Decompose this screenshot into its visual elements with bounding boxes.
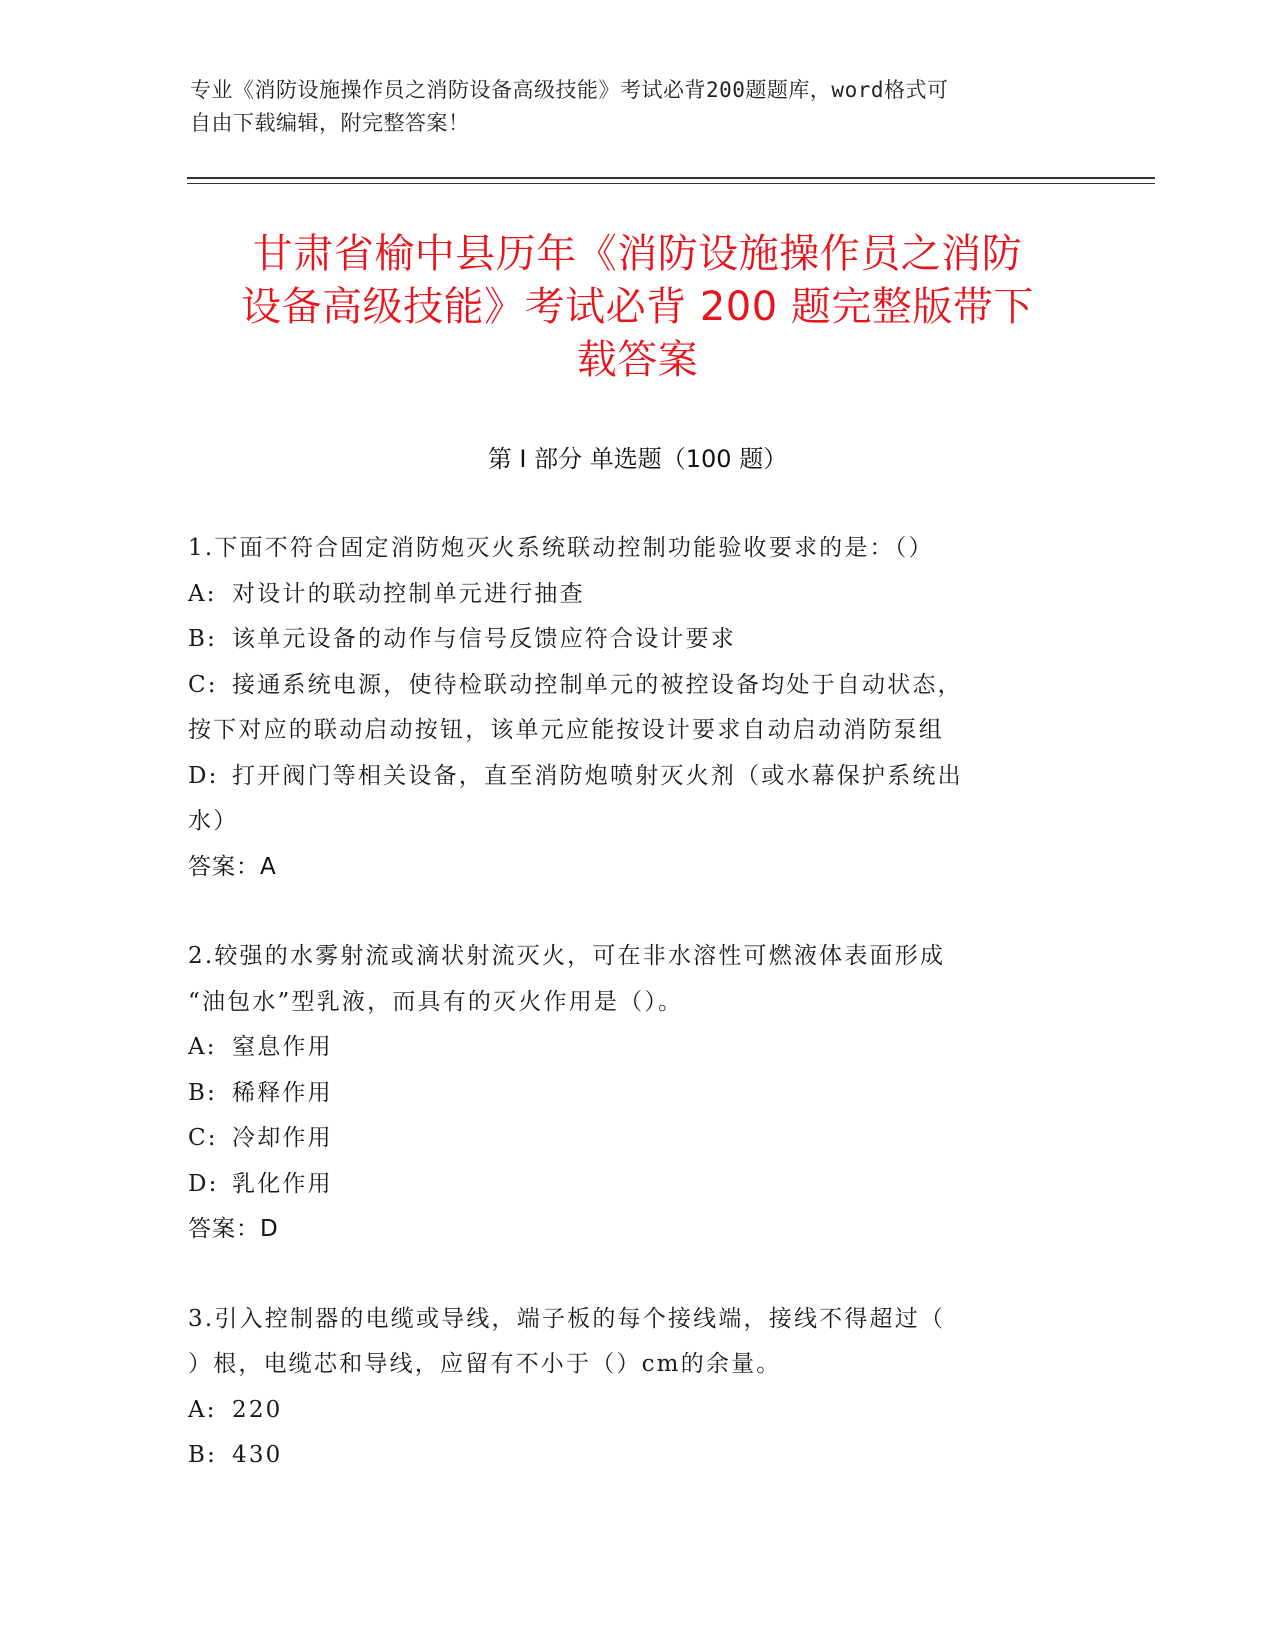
section-heading: 第 I 部分 单选题（100 题） <box>487 445 788 473</box>
option-text: 窒息作用 <box>232 1034 333 1060</box>
question-item <box>188 934 1078 1253</box>
option-text: 430 <box>232 1442 283 1468</box>
option-d <box>188 1162 1078 1208</box>
page-title <box>150 228 1125 387</box>
option-letter: A: <box>188 1034 217 1060</box>
option-letter: C: <box>188 671 218 698</box>
option-text: 冷却作用 <box>232 1125 333 1151</box>
option-c <box>188 663 1078 709</box>
option-text: 稀释作用 <box>232 1079 333 1106</box>
option-a <box>188 1388 1078 1434</box>
title-line: 甘肃省榆中县历年《消防设施操作员之消防 <box>252 231 1023 277</box>
option-text: 接通系统电源，使待检联动控制单元的被控设备均处于自动状态， <box>232 671 963 698</box>
question-stem: 2.较强的水雾射流或滴状射流灭火，可在非水溶性可燃液体表面形成 <box>188 943 946 969</box>
option-letter: B: <box>188 626 218 652</box>
option-letter: A: <box>188 1396 217 1423</box>
header-divider-thick <box>187 177 1155 179</box>
option-b <box>188 617 1078 663</box>
header-divider-thin <box>187 183 1155 184</box>
header-note-line: 自由下载编辑，附完整答案！ <box>190 111 470 135</box>
option-letter: B: <box>188 1442 218 1468</box>
option-a <box>188 572 1078 618</box>
header-note <box>190 74 1080 140</box>
option-a <box>188 1025 1078 1071</box>
title-line: 设备高级技能》考试必背 200 题完整版带下 <box>241 284 1034 330</box>
option-letter: C: <box>188 1125 218 1151</box>
question-stem: 3.引入控制器的电缆或导线，端子板的每个接线端，接线不得超过（ <box>188 1305 946 1332</box>
title-line: 载答案 <box>576 337 699 383</box>
option-letter: A: <box>188 580 217 607</box>
option-text: 对设计的联动控制单元进行抽查 <box>232 580 585 607</box>
question-stem-continued: “油包水”型乳液，而具有的灭火作用是（）。 <box>188 988 684 1015</box>
option-letter: D: <box>188 1170 219 1197</box>
answer-label: 答案：A <box>188 853 277 880</box>
option-d <box>188 754 1078 800</box>
option-b <box>188 1433 1078 1479</box>
option-text: 该单元设备的动作与信号反馈应符合设计要求 <box>232 626 736 652</box>
answer-label: 答案：D <box>188 1216 279 1242</box>
option-text: 220 <box>232 1396 283 1423</box>
question-item <box>188 1297 1078 1479</box>
option-text: 乳化作用 <box>232 1170 333 1197</box>
option-d-continued: 水） <box>188 808 239 834</box>
option-b <box>188 1071 1078 1117</box>
question-list <box>188 526 1078 1523</box>
option-c-continued: 按下对应的联动启动按钮，该单元应能按设计要求自动启动消防泵组 <box>188 717 944 743</box>
option-text: 打开阀门等相关设备，直至消防炮喷射灭火剂（或水幕保护系统出 <box>232 762 963 789</box>
question-stem: 1.下面不符合固定消防炮灭火系统联动控制功能验收要求的是：（） <box>188 535 934 561</box>
option-c <box>188 1116 1078 1162</box>
question-item <box>188 526 1078 890</box>
question-stem-continued: ）根，电缆芯和导线，应留有不小于（）cm的余量。 <box>188 1351 782 1377</box>
option-letter: B: <box>188 1079 218 1106</box>
header-note-line: 专业《消防设施操作员之消防设备高级技能》考试必背200题题库，word格式可 <box>190 78 949 102</box>
option-letter: D: <box>188 762 219 789</box>
